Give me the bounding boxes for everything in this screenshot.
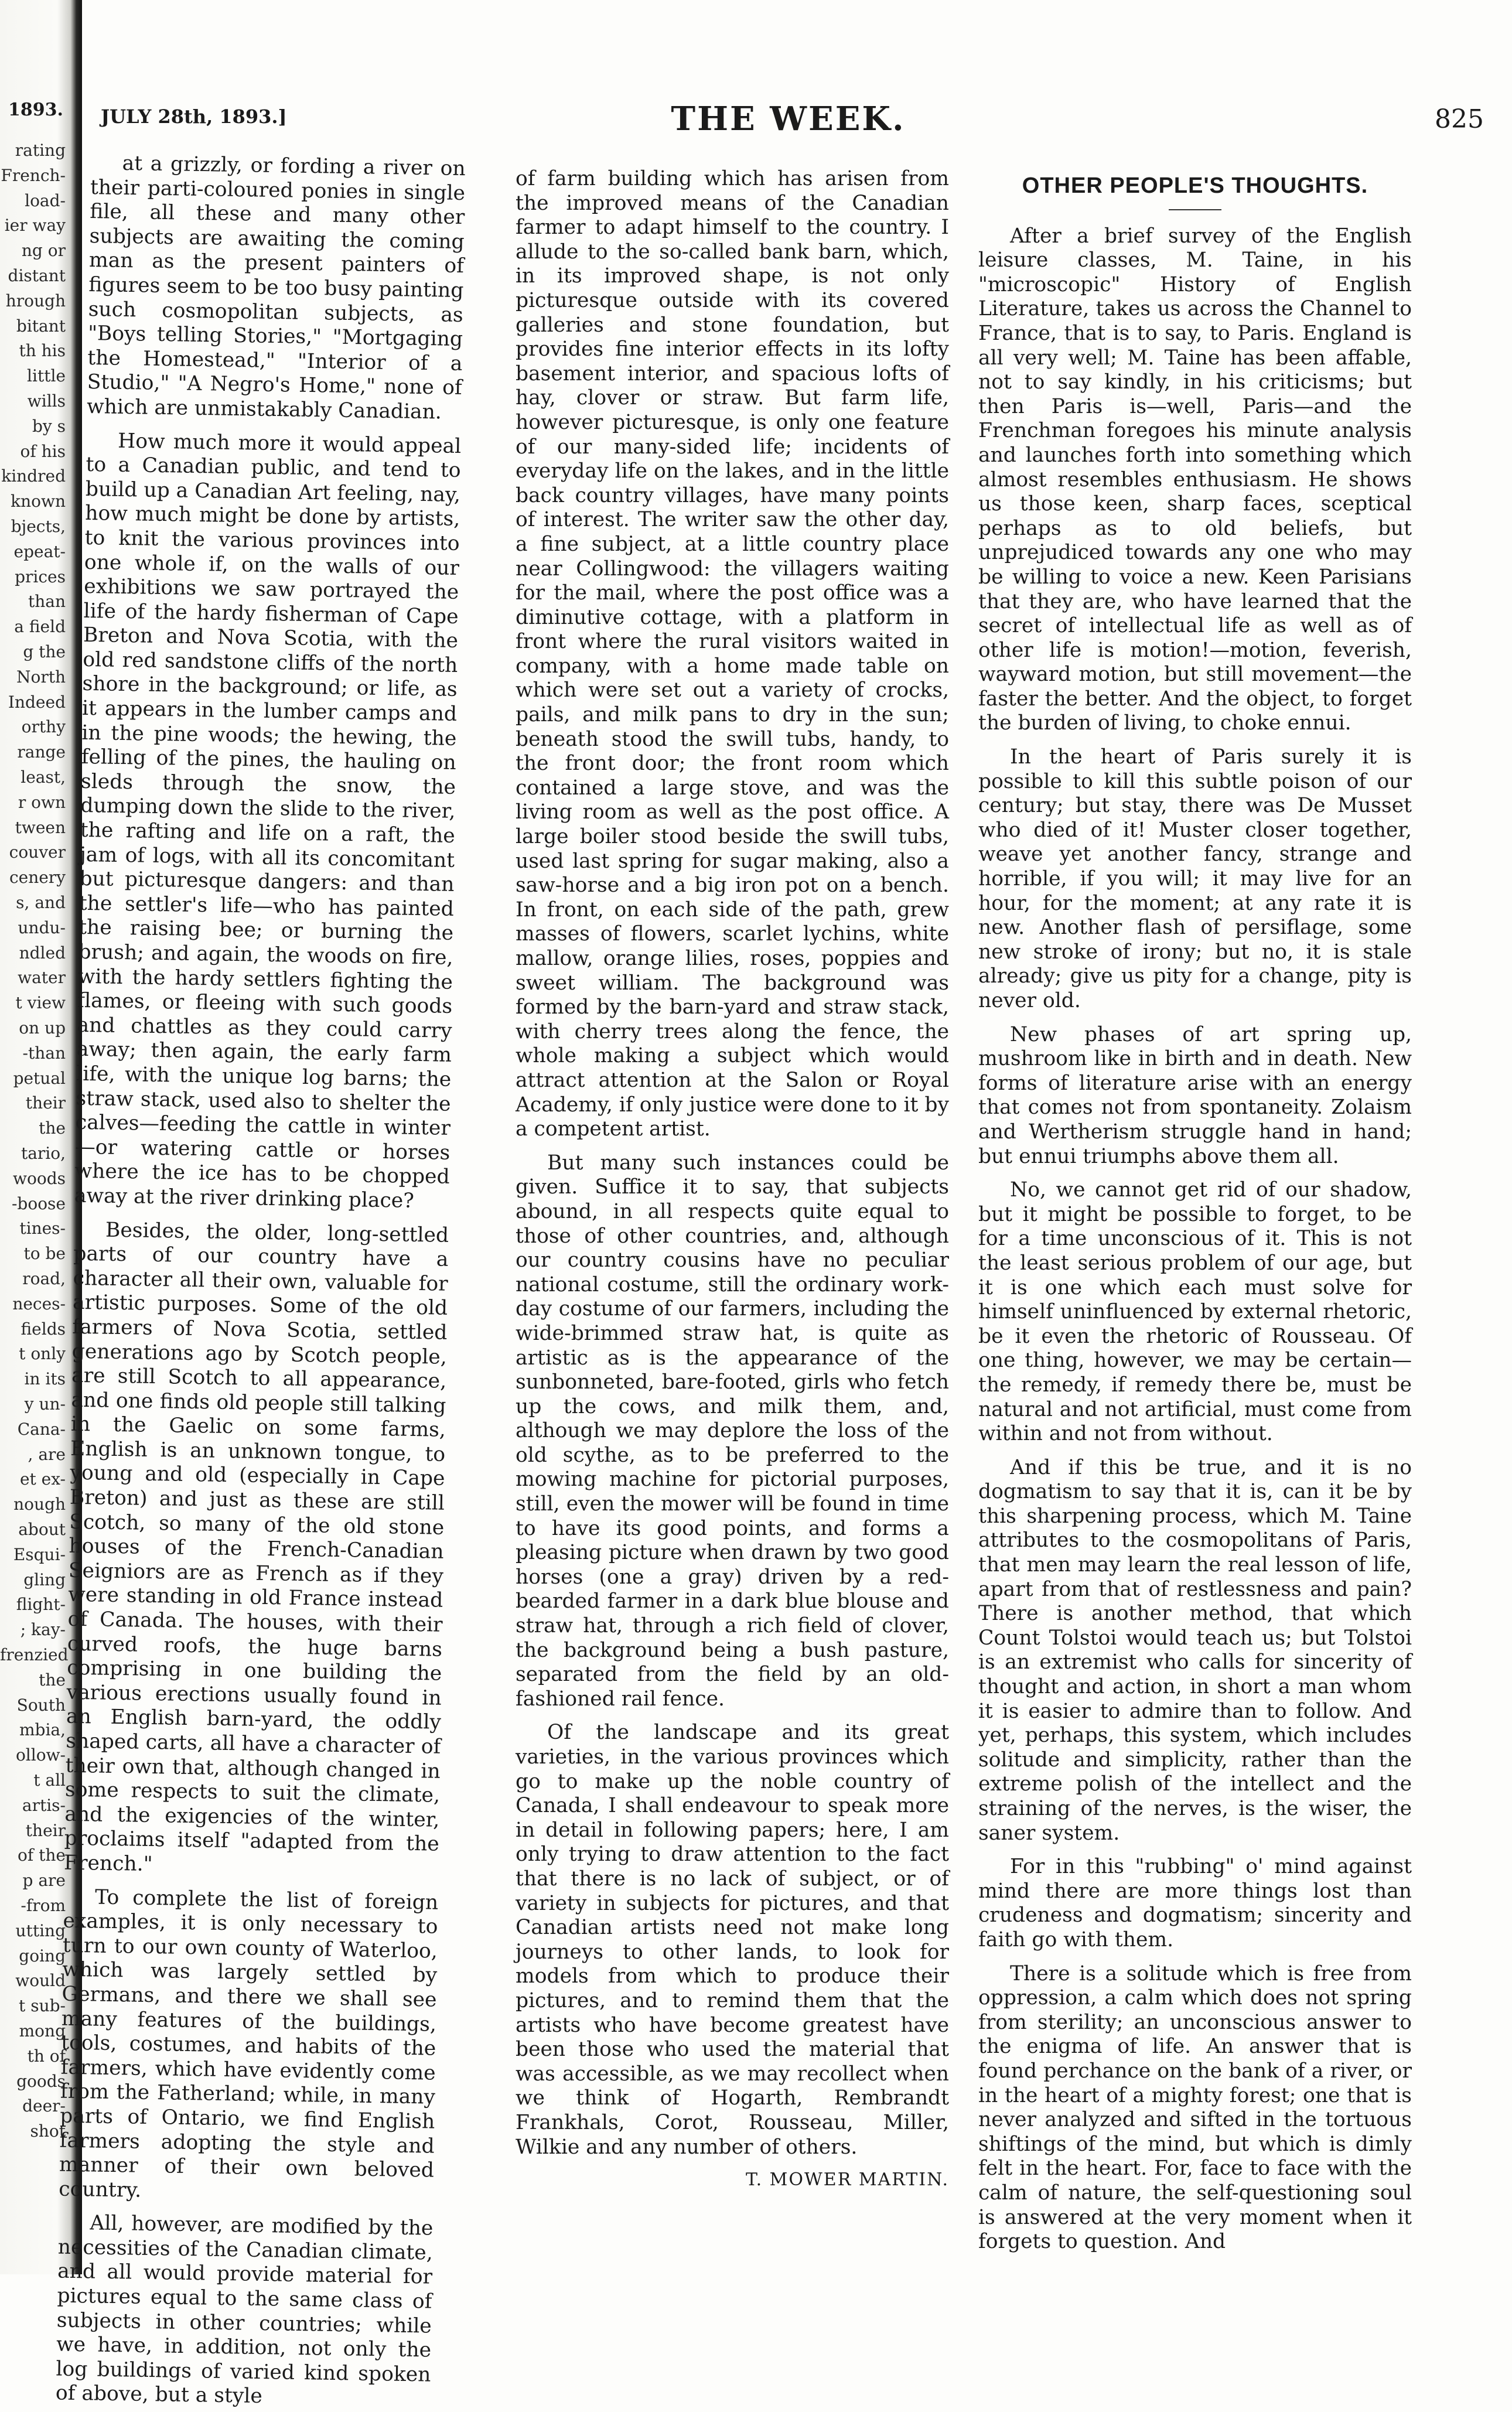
previous-page-fragment: North [16,667,66,687]
previous-page-fragment: woods [13,1168,66,1188]
previous-page-fragment: deer- [22,2096,66,2116]
previous-page-fragment: -than [22,1043,66,1063]
previous-page-fragment: g the [23,642,66,661]
previous-page-fragment: ndled [19,943,66,963]
previous-page-fragment: petual [13,1068,66,1088]
previous-page-fragment: ; kay- [20,1620,66,1640]
author-signature: T. MOWER MARTIN. [745,2169,949,2191]
previous-page-fragment: th of [27,2046,66,2066]
previous-page-fragment: goods [16,2071,66,2091]
previous-page-fragment: neces- [12,1294,66,1314]
previous-page-fragment: least, [21,767,66,787]
previous-page-fragment: their [25,1093,66,1113]
publication-title: THE WEEK. [671,100,906,138]
title-divider [1169,209,1221,210]
paragraph: After a brief survey of the English leisure classes, M. Taine, in his "microscopic" History of English Literature, takes us across the Channel to France, that is to say, to Paris. England is all very well; M. Taine has been affable, not to say kindly, in his criticisms; but then Paris is—well, Paris—and the Frenchman foregoes his minute analysis and launches forth into something which almost resembles enthusiasm. He shows us those keen, sharp faces, sceptical perhaps as to old beliefs, but unprejudiced towards any one who may be willing to voice a new. Keen Parisians that they are, who have learned that the secret of intellectual life as well as of other life is motion!—motion, feverish, wayward motion, but still movement—the faster the better. And the object, to forget the burden of living, to choke ennui. [978,224,1412,735]
previous-page-fragment: p are [22,1871,66,1891]
previous-page-fragment: Indeed [8,692,66,712]
page-header [88,88,1489,152]
article-column-2 [516,167,949,2192]
paragraph: There is a solitude which is free from oppression, a calm which does not spring from sterility; an unconscious answer to the enigma of life. An answer that is found perchance on the bank of a river, or in the heart of a mighty forest; one that is never analyzed and sifted in the tortuous shiftings of the mind, but which is dimly felt in the heart. For, face to face with the calm of nature, the self-questioning soul is answered at the very moment when it forgets to question. And [978,1961,1412,2254]
previous-page-fragment: epeat- [13,541,66,561]
previous-page-fragment: y un- [24,1394,66,1414]
article-column-1 [56,151,466,2412]
previous-page-fragment: French- [1,165,66,185]
previous-page-fragment: than [28,592,66,612]
previous-page-fragment: little [27,366,66,386]
previous-page-fragment: distant [8,266,66,285]
previous-page-fragment: about [18,1520,66,1539]
paragraph: In the heart of Paris surely it is possible to kill this subtle poison of our century; but stay, there was De Musset who died of it! Muster closer together, weave yet another fancy, strange and horrible, if you will; it may live for an hour, for the moment; at any rate it is new. Another flash of persiflage, some new stroke of irony; but no, it is stale already; give us pity for a change, pity is never old. [978,745,1412,1012]
page-number: 825 [1435,104,1484,134]
previous-page-fragment: Cana- [17,1419,66,1439]
previous-page-fragment: s, and [16,893,66,912]
previous-page-fragment: tario, [21,1144,66,1163]
previous-page-fragment: their [25,1820,66,1840]
previous-page-fragment: r own [18,792,66,812]
previous-page-fragment: Esqui- [13,1544,66,1564]
previous-page-fragment: known [11,492,66,511]
previous-page-fragment: to be [23,1244,66,1264]
previous-page-fragment: -boose [11,1193,66,1213]
previous-page-fragment: t only [19,1344,66,1364]
previous-page-fragment: South [16,1695,66,1715]
previous-page-fragment: of his [20,441,66,461]
previous-page-fragment: load- [25,190,66,210]
previous-page-fragment: et ex- [19,1469,66,1489]
paragraph: No, we cannot get rid of our shadow, but it might be possible to forget, to be for a time unconscious of it. This is not the least serious problem of our age, but it is one which each must solve for himself uninfluenced by external rhetoric, be it even the rhetoric of Rousseau. Of one thing, however, we may be certain—the remedy, if remedy there be, must be natural and not artificial, must come from within and not from without. [978,1178,1412,1446]
paragraph: How much more it would appeal to a Canadian public, and tend to build up a Canadian Art feeling, nay, how much might be done by artists, to knit the various provinces into one whole if, on the walls of our exhibitions we saw portrayed the life of the hardy fisherman of Cape Breton and Nova Scotia, with the old red sandstone cliffs of the north shore in the background; or life, as it appears in the lumber camps and in the pine woods; the hewing, the felling of the pines, the hauling on sleds through the snow, the dumping down the slide to the river, the rafting and life on a raft, the jam of logs, with all its concomitant but picturesque dangers: and than the settler's life—who has painted the raising bee; or burning the brush; and again, the woods on fire, with the hardy settlers fighting the flames, or fleeing with such goods and chattles as they could carry away; then again, the early farm life, with the unique log barns; the straw stack, used also to shelter the calves—feeding the cattle in winter—or watering cattle or horses where the ice has to be chopped away at the river drinking place? [74,429,462,1213]
previous-page-fragment: nough [13,1495,66,1514]
previous-page-fragment: couver [9,842,66,862]
previous-page-fragment: t all [33,1770,66,1790]
paragraph: at a grizzly, or fording a river on their parti-coloured ponies in single file, all these and many other subjects are awaiting the coming man as the present painters of figures seem to be too busy painting such cosmopolitan subjects, as "Boys telling Stories," "Mortgaging the Homestead," "Interior of a Studio," "A Negro's Home," none of which are unmistakably Canadian. [86,151,466,424]
previous-page-fragment: t sub- [19,1996,66,2016]
previous-page-year: 1893. [8,100,63,120]
previous-page-fragment: ollow- [15,1745,66,1765]
previous-page-fragment: tween [15,817,66,837]
paragraph: For in this "rubbing" o' mind against mind there are more things lost than crudeness and dogmatism; sincerity and faith go with them. [978,1855,1412,1952]
previous-page-fragment: , are [28,1444,66,1464]
previous-page-fragment: wills [27,391,66,411]
previous-page-fragment: the [39,1118,66,1138]
previous-page-fragment: artis- [22,1795,66,1815]
previous-page-fragment: range [17,742,66,762]
paragraph: of farm building which has arisen from the improved means of the Canadian farmer to adapt himself to the country. I allude to the so-called bank barn, which, in its improved shape, is not only picturesque outside with its covered galleries and stone foundation, but provides fine interior effects in its lofty basement interior, and spacious lofts of hay, clover or straw. But farm life, however picturesque, is only one feature of our many-sided life; incidents of everyday life on the lakes, and in the little back country villages, have many points of interest. The writer saw the other day, a fine subject, at a little country place near Collingwood: the villagers waiting for the mail, where the post office was a diminutive cottage, with a platform in front where the rural visitors waited in company, with a home made table on which were set out a variety of crocks, pails, and milk pans to dry in the sun; beneath stood the swill tubs, handy, to the front door; the front room which contained a large stove, and was the living room as well as the post office. A large boiler stood beside the swill tubs, used last spring for sugar making, also a saw-horse and a big iron pot on a bench. In front, on each side of the path, grew masses of flowers, scarlet lychins, white mallow, orange lilies, roses, poppies and sweet william. The background was formed by the barn-yard and straw stack, with cherry trees along the fence, the whole making a subject which would attract attention at the Salon or Royal Academy, if only justice were done to it by a competent artist. [516,167,949,1141]
paragraph: All, however, are modified by the necessities of the Canadian climate, and all would provide material for pictures equal to the same class of subjects in other countries; while we have, in addition, not only the log buildings of varied kind spoken of above, but a style [55,2211,434,2408]
previous-page-fragment: mbia, [19,1720,66,1740]
previous-page-fragment: going [19,1946,66,1966]
previous-page-fragment: th his [19,341,66,361]
previous-page-fragment: would [15,1971,66,1991]
previous-page-fragment: shot [30,2121,66,2141]
issue-date: JULY 28th, 1893.] [101,105,287,128]
previous-page-fragment: by s [32,416,66,436]
paragraph: Besides, the older, long-settled parts of our country have a character all their own, valuable for artistic purposes. Some of the old farmers of Nova Scotia, settled generations ago by Scotch people, are still Scotch to all appearance, and one finds old people still talking in the Gaelic on some farms, English is an unknown tongue, to young and old (especially in Cape Breton) and just as these are still Scotch, so many of the old stone houses of the French-Canadian Seigniors are as French as if they were standing in old France instead of Canada. The houses, with their curved roofs, the huge barns comprising in one building the various erections usually found in an English barn-yard, the oddly shaped carts, all have a character of their own that, although changed in some respects to suit the climate, and the exigencies of the winter, proclaims itself "adapted from the French." [63,1218,449,1876]
previous-page-fragment: undu- [18,917,66,937]
previous-page-fragment: bjects, [11,517,66,536]
previous-page-fragment: on up [19,1018,66,1038]
previous-page-fragment: of the [18,1845,66,1865]
previous-page-fragment: t view [15,993,66,1013]
previous-page-fragment: flight- [16,1595,66,1615]
paragraph: And if this be true, and it is no dogmatism to say that it is, can it be by this sharpening process, which M. Taine attributes to the cosmopolitans of Paris, that men may learn the real lesson of life, apart from that of restlessness and pain? There is another method, that which Count Tolstoi would teach us; but Tolstoi is an extremist who calls for sincerity of thought and action, in short a man whom it is easier to admire than to follow. And yet, perhaps, this system, which includes solitude and simplicity, rather than the extreme polish of the intellect and the straining of the nerves, is the wiser, the saner system. [978,1455,1412,1845]
previous-page-fragment: hrough [5,291,66,311]
previous-page-fragment: tines- [19,1219,66,1239]
previous-page-fragment: cenery [9,868,66,888]
previous-page-fragment: mong [19,2021,66,2041]
section-title: OTHER PEOPLE'S THOUGHTS. [1022,173,1368,198]
previous-page-fragment: frenzied [0,1645,69,1664]
previous-page-fragment: fields [21,1319,66,1339]
previous-page-fragment: utting [15,1920,66,1940]
paragraph: But many such instances could be given. Suffice it to say, that subjects abound, in all respects quite equal to those of other countries, and, although our country cousins have no peculiar national costume, still the ordinary work-day costume of our farmers, including the wide-brimmed straw hat, is quite as artistic as is the appearance of the sunbonneted, bare-footed, girls who fetch up the cows, and milk them, and, although we may deplore the loss of the old scythe, as to be preferred to the mowing machine for pictorial purposes, still, even the mower will be found in time to have its good points, and forms a pleasing picture when drawn by two good horses (one a gray) driven by a red-bearded farmer in a dark blue blouse and straw hat, through a rich field of clover, the background being a bush pasture, separated from the field by an old-fashioned rail fence. [516,1151,949,1711]
article-column-3 [978,167,1412,2254]
previous-page-fragment: gling [23,1570,66,1589]
paragraph: To complete the list of foreign examples, it is only necessary to turn to our own county of Waterloo, which was largely settled by Germans, and there we shall see many features of the buildings, tools, costumes, and habits of the farmers, which have evidently come from the Fatherland; while, in many parts of Ontario, we find English farmers adopting the style and manner of their own beloved country. [59,1885,439,2202]
previous-page-fragment: bitant [16,316,66,336]
previous-page-fragment: road, [22,1269,66,1288]
previous-page-fragment: orthy [21,717,66,737]
previous-page-fragment: -from [21,1896,66,1915]
previous-page-fragment: the [39,1670,66,1690]
previous-page-fragment: prices [15,567,66,586]
previous-page-fragment: in its [24,1369,66,1389]
previous-page-fragment: water [18,968,66,988]
paragraph: New phases of art spring up, mushroom like in birth and in death. New forms of literature arise with an energy that comes not from spontaneity. Zolaism and Wertherism struggle hand in hand; but ennui triumphs above them all. [978,1022,1412,1168]
previous-page-fragment: ng or [21,241,66,261]
previous-page-fragment: ier way [4,216,66,236]
previous-page-fragment: kindred [1,466,66,486]
previous-page-fragment: a field [14,617,66,637]
paragraph: Of the landscape and its great varieties, in the various provinces which go to make up the noble country of Canada, I shall endeavour to speak more in detail in following papers; here, I am only trying to draw attention to the fact that there is no lack of subject, or of variety in subjects for pictures, and that Canadian artists need not make long journeys to other lands, to look for models from which to produce their pictures, and to remind them that the artists who have become greatest have been those who used the material that was accessible, as we may recollect when we think of Hogarth, Rembrandt Frankhals, Corot, Rousseau, Miller, Wilkie and any number of others. [516,1721,949,2159]
previous-page-fragment: rating [15,141,66,160]
